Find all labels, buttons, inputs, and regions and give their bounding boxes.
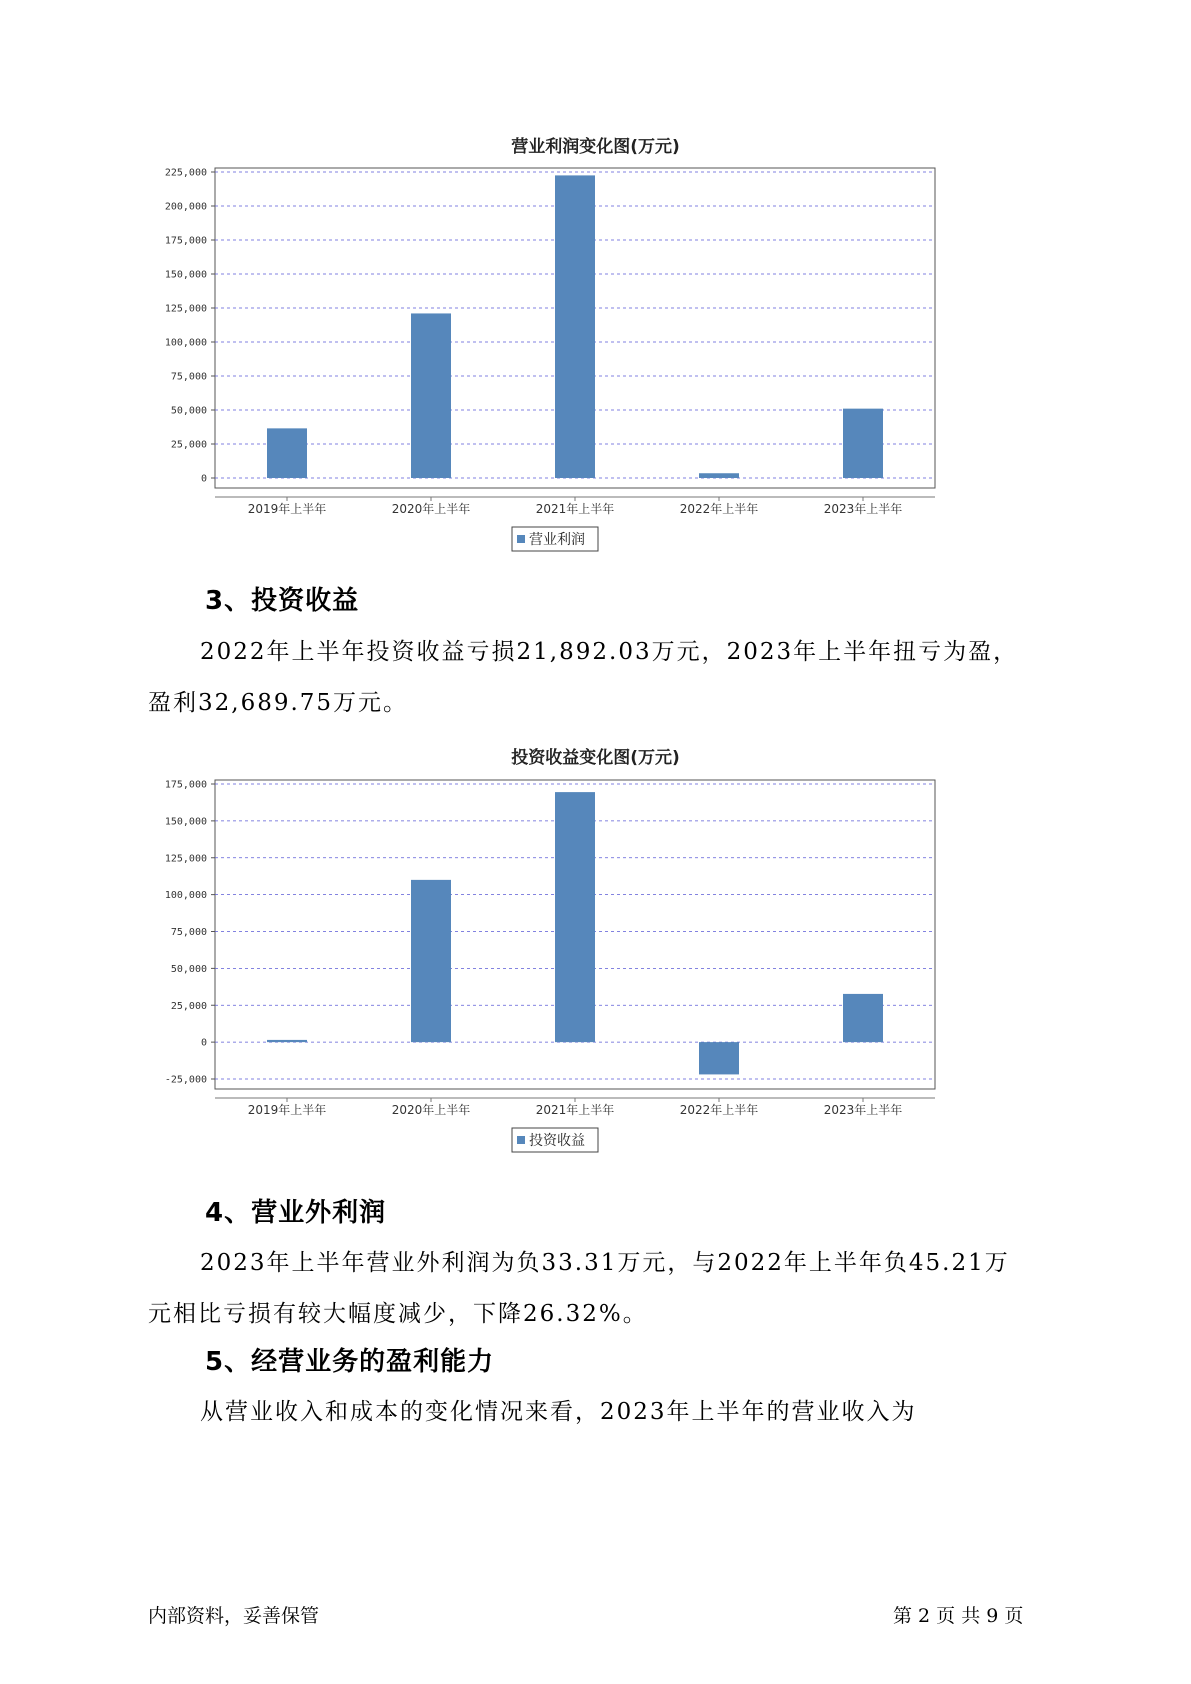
y-tick-label: 100,000 (164, 890, 207, 902)
y-tick-label: 150,000 (164, 269, 207, 281)
y-tick-label: 150,000 (164, 816, 207, 828)
y-tick-label: 175,000 (164, 779, 207, 791)
bar (411, 313, 451, 478)
y-tick-label: 125,000 (164, 853, 207, 865)
section-heading-business-profitability: 5、经营业务的盈利能力 (205, 1347, 495, 1377)
bar (267, 1040, 307, 1042)
y-tick-label: 25,000 (170, 1000, 207, 1012)
x-tick-label: 2022年上半年 (679, 1103, 759, 1117)
chart-title-operating-profit: 营业利润变化图(万元) (511, 137, 680, 157)
paragraph-line: 从营业收入和成本的变化情况来看，2023年上半年的营业收入为 (200, 1399, 917, 1425)
x-tick-label: 2023年上半年 (823, 1103, 903, 1117)
y-tick-label: 100,000 (164, 337, 207, 349)
x-tick-label: 2020年上半年 (391, 502, 471, 516)
x-tick-label: 2021年上半年 (535, 502, 615, 516)
x-tick-label: 2020年上半年 (391, 1103, 471, 1117)
x-tick-label: 2021年上半年 (535, 1103, 615, 1117)
bar (699, 473, 739, 478)
section-heading-non-operating-profit: 4、营业外利润 (205, 1198, 387, 1228)
y-tick-label: 200,000 (164, 201, 207, 213)
legend-label: 投资收益 (529, 1133, 585, 1149)
legend-swatch (517, 535, 525, 543)
footer-confidential-note: 内部资料，妥善保管 (148, 1605, 320, 1627)
legend-label: 营业利润 (529, 532, 585, 548)
paragraph-line: 元相比亏损有较大幅度减少，下降26.32%。 (148, 1301, 648, 1327)
paragraph-investment-income (148, 627, 1048, 729)
paragraph-business-profitability (148, 1387, 1048, 1438)
x-tick-label: 2023年上半年 (823, 502, 903, 516)
operating-profit-chart (150, 160, 950, 550)
x-tick-label: 2019年上半年 (247, 502, 327, 516)
y-tick-label: 175,000 (164, 235, 207, 247)
footer-page-number: 第 2 页 共 9 页 (893, 1605, 1024, 1627)
y-tick-label: 25,000 (170, 439, 207, 451)
y-tick-label: 75,000 (170, 371, 207, 383)
investment-income-chart (150, 772, 950, 1162)
bar (555, 792, 595, 1042)
bar (699, 1042, 739, 1074)
x-tick-label: 2022年上半年 (679, 502, 759, 516)
bar (843, 994, 883, 1042)
bar (411, 880, 451, 1042)
y-tick-label: 75,000 (170, 927, 207, 938)
y-tick-label: 50,000 (170, 405, 207, 417)
section-heading-investment-income: 3、投资收益 (205, 586, 360, 616)
bar (843, 409, 883, 478)
paragraph-line: 2022年上半年投资收益亏损21,892.03万元，2023年上半年扭亏为盈， (200, 639, 1019, 665)
bar (555, 175, 595, 478)
paragraph-line: 2023年上半年营业外利润为负33.31万元，与2022年上半年负45.21万 (200, 1250, 1010, 1276)
bar (267, 428, 307, 478)
paragraph-non-operating-profit (148, 1238, 1048, 1340)
x-tick-label: 2019年上半年 (247, 1103, 327, 1117)
y-tick-label: 125,000 (164, 303, 207, 315)
chart-title-investment-income: 投资收益变化图(万元) (511, 748, 680, 768)
y-tick-label: -25,000 (164, 1074, 207, 1086)
y-tick-label: 0 (200, 1037, 207, 1049)
paragraph-line: 盈利32,689.75万元。 (148, 690, 409, 716)
y-tick-label: 225,000 (164, 167, 207, 179)
y-tick-label: 0 (200, 473, 207, 485)
y-tick-label: 50,000 (170, 963, 207, 975)
legend-swatch (517, 1136, 525, 1144)
